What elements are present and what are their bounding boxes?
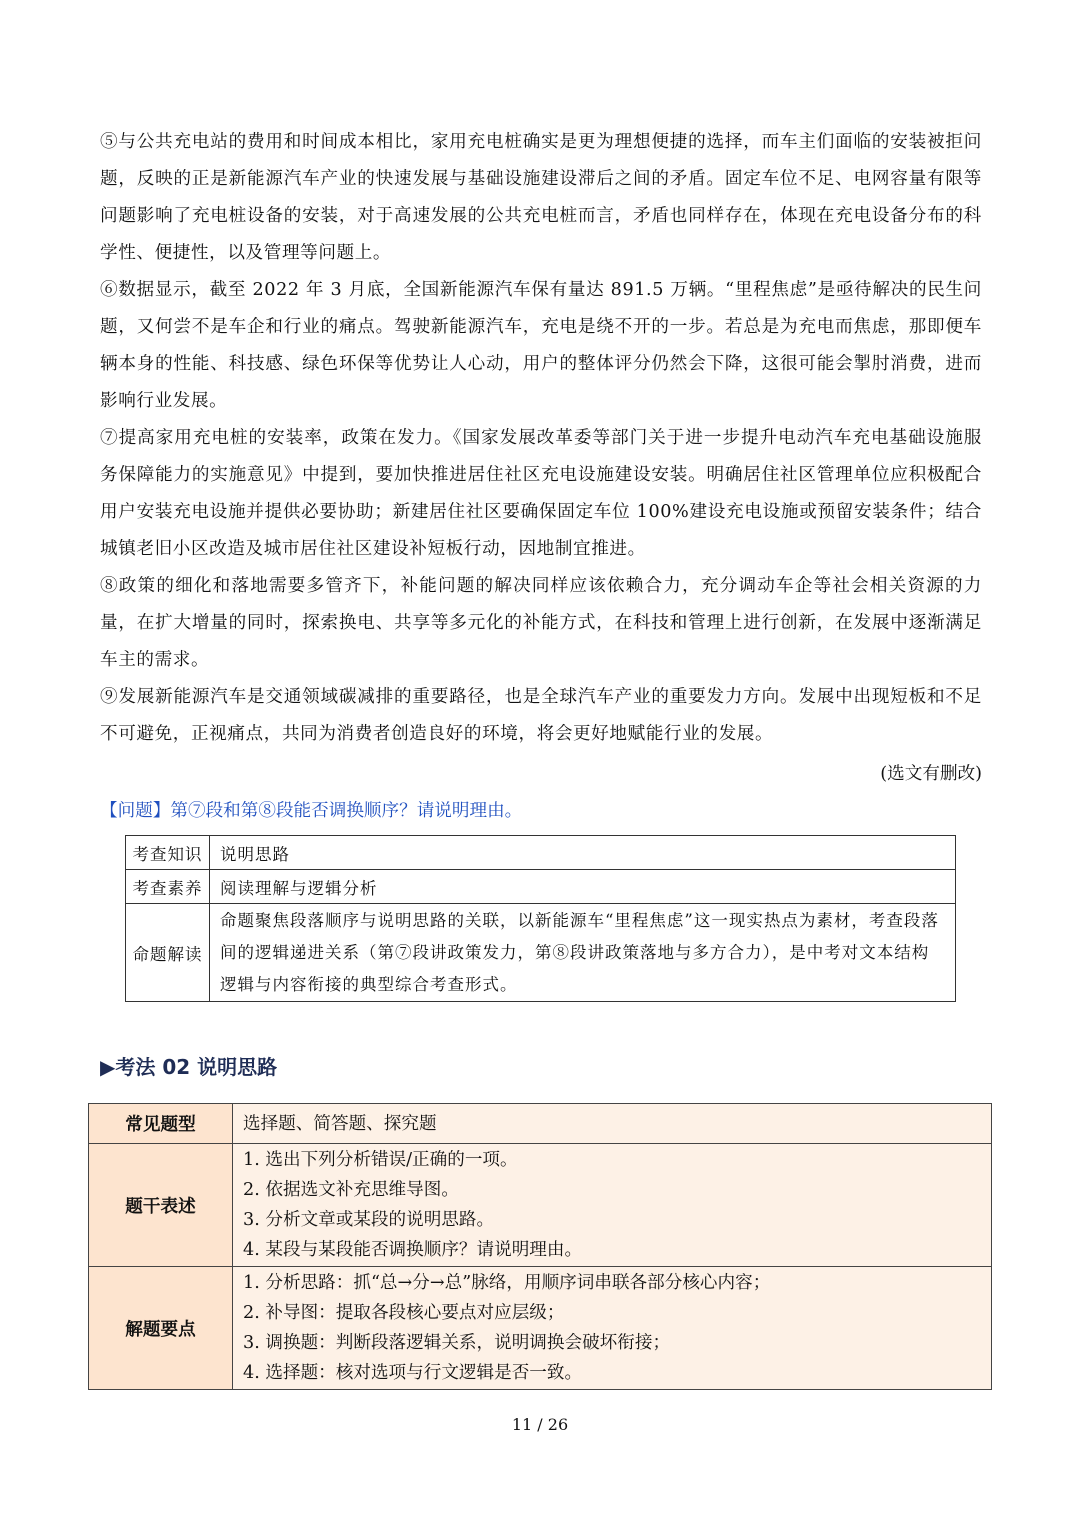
exam-value: 说明思路 (210, 836, 956, 870)
exam-value: 命题聚焦段落顺序与说明思路的关联，以新能源车“里程焦虑”这一现实热点为素材，考查段落间的逻辑递进关系（第⑦段讲政策发力，第⑧段讲政策落地与多方合力），是中考对文本结构逻辑与内容衔接的典型综合考查形式。 (210, 904, 956, 1002)
exam-key: 命题解读 (126, 904, 210, 1002)
exam-analysis-table (125, 835, 956, 1002)
tips-items (233, 1267, 992, 1390)
table-row (89, 1104, 992, 1144)
table-row (126, 836, 956, 870)
list-item: 4. 选择题：核对选项与行文逻辑是否一致。 (243, 1363, 583, 1383)
stem-label: 题干表述 (89, 1144, 233, 1267)
method-table (88, 1103, 992, 1390)
question-text: 【问题】第⑦段和第⑧段能否调换顺序？请说明理由。 (100, 801, 523, 821)
source-note: (选文有删改) (880, 764, 982, 784)
common-types-value: 选择题、简答题、探究题 (233, 1104, 992, 1144)
table-row (89, 1144, 992, 1267)
paragraph-5: ⑤与公共充电站的费用和时间成本相比，家用充电桩确实是更为理想便捷的选择，而车主们面临的安装被拒问题，反映的正是新能源汽车产业的快速发展与基础设施建设滞后之间的矛盾。固定车位不足、电网容量有限等问题影响了充电桩设备的安装，对于高速发展的公共充电桩而言，矛盾也同样存在，体现在充电设备分布的科学性、便捷性，以及管理等问题上。 (100, 132, 982, 263)
paragraph-9: ⑨发展新能源汽车是交通领域碳减排的重要路径，也是全球汽车产业的重要发力方向。发展中出现短板和不足不可避免，正视痛点，共同为消费者创造良好的环境，将会更好地赋能行业的发展。 (100, 687, 982, 744)
exam-value: 阅读理解与逻辑分析 (210, 870, 956, 904)
table-row (89, 1267, 992, 1390)
list-item: 1. 选出下列分析错误/正确的一项。 (243, 1150, 518, 1170)
exam-key: 考查知识 (126, 836, 210, 870)
paragraph-6: ⑥数据显示，截至 2022 年 3 月底，全国新能源汽车保有量达 891.5 万辆。“里程焦虑”是亟待解决的民生问题，又何尝不是车企和行业的痛点。驾驶新能源汽车，充电是绕不开的一步。若总是为充电而焦虑，那即便车辆本身的性能、科技感、绿色环保等优势让人心动，用户的整体评分仍然会下降，这很可能会掣肘消费，进而影响行业发展。 (100, 280, 982, 411)
page-number: 11 / 26 (511, 1415, 569, 1434)
list-item: 4. 某段与某段能否调换顺序？请说明理由。 (243, 1240, 583, 1260)
list-item: 3. 调换题：判断段落逻辑关系，说明调换会破坏衔接； (243, 1333, 671, 1353)
list-item: 1. 分析思路：抓“总→分→总”脉络，用顺序词串联各部分核心内容； (243, 1273, 771, 1293)
section-title: ▶考法 02 说明思路 (100, 1055, 278, 1079)
table-row (126, 904, 956, 1002)
tips-label: 解题要点 (89, 1267, 233, 1390)
stem-items (233, 1144, 992, 1267)
list-item: 2. 补导图：提取各段核心要点对应层级； (243, 1303, 565, 1323)
common-types-label: 常见题型 (89, 1104, 233, 1144)
exam-key: 考查素养 (126, 870, 210, 904)
table-row (126, 870, 956, 904)
paragraph-7: ⑦提高家用充电桩的安装率，政策在发力。《国家发展改革委等部门关于进一步提升电动汽车充电基础设施服务保障能力的实施意见》中提到，要加快推进居住社区充电设施建设安装。明确居住社区管理单位应积极配合用户安装充电设施并提供必要协助；新建居住社区要确保固定车位 100%建设充电设施或预留安装条件；结合城镇老旧小区改造及城市居住社区建设补短板行动，因地制宜推进。 (100, 428, 982, 559)
list-item: 2. 依据选文补充思维导图。 (243, 1180, 459, 1200)
list-item: 3. 分析文章或某段的说明思路。 (243, 1210, 495, 1230)
paragraph-8: ⑧政策的细化和落地需要多管齐下，补能问题的解决同样应该依赖合力，充分调动车企等社会相关资源的力量，在扩大增量的同时，探索换电、共享等多元化的补能方式，在科技和管理上进行创新，在发展中逐渐满足车主的需求。 (100, 576, 982, 670)
